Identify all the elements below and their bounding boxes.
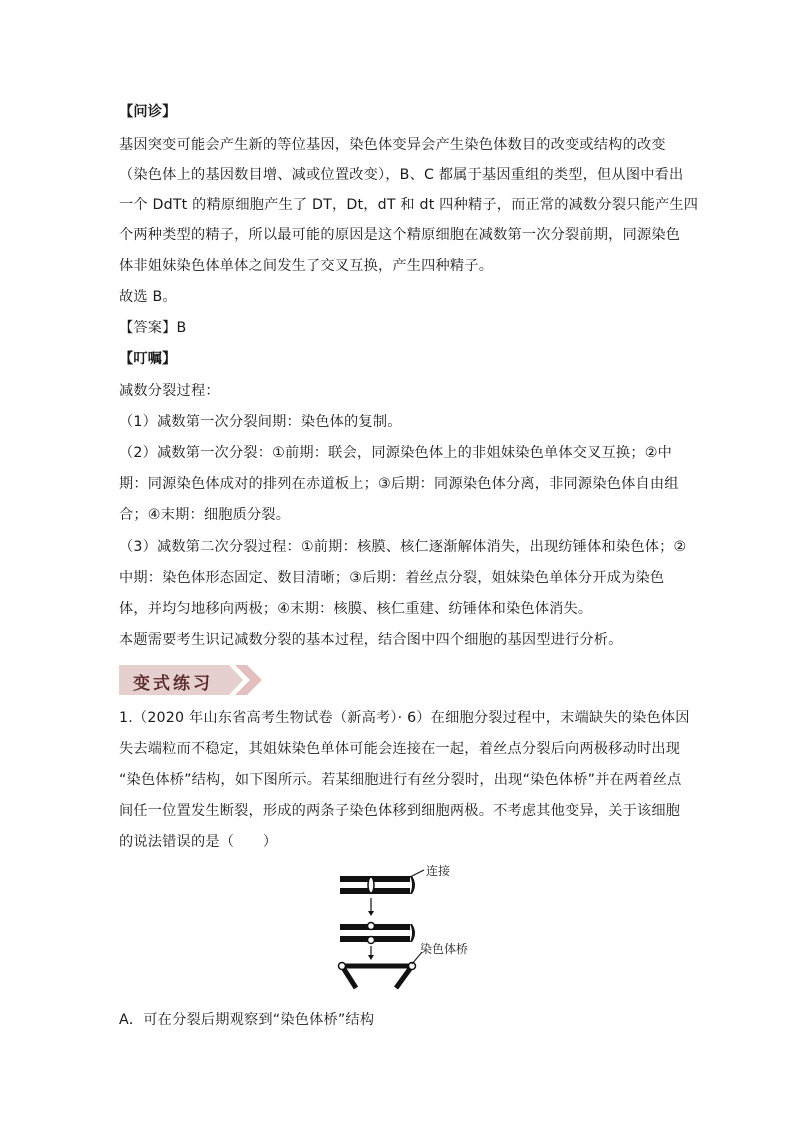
option-a: A．可在分裂后期观察到“染色体桥”结构 — [119, 1012, 375, 1028]
section-heading-reminder: 【叮嘱】 — [119, 351, 177, 367]
paragraph-line: （3）减数第二次分裂过程：①前期：核膜、核仁逐渐解体消失，出现纺锤体和染色体；② — [119, 539, 687, 555]
question-line: 的说法错误的是（ ） — [119, 834, 278, 850]
question-line: 失去端粒而不稳定，其姐妹染色单体可能会连接在一起，着丝点分裂后向两极移动时出现 — [119, 741, 681, 757]
paragraph-line: 故选 B。 — [119, 289, 177, 305]
chromosome-diagram-icon — [326, 860, 486, 992]
banner-title: 变式练习 — [133, 674, 213, 694]
question-line: 间任一位置发生断裂，形成的两条子染色体移到细胞两极。不考虑其他变异，关于该细胞 — [119, 803, 681, 819]
paragraph-line: （2）减数第一次分裂：①前期：联会，同源染色体上的非姐妹染色单体交叉互换；②中 — [119, 445, 673, 461]
paragraph-line: 一个 DdTt 的精原细胞产生了 DT，Dt，dT 和 dt 四种精子，而正常的减数分裂只能产生四 — [119, 197, 699, 213]
question-line: “染色体桥”结构，如下图所示。若某细胞进行有丝分裂时，出现“染色体桥”并在两着丝点 — [119, 772, 682, 788]
paragraph-line: 减数分裂过程： — [119, 383, 220, 399]
paragraph-line: 中期：染色体形态固定、数目清晰；③后期：着丝点分裂，姐妹染色单体分开成为染色 — [119, 570, 665, 586]
chromosome-bridge-figure — [326, 860, 486, 992]
paragraph-line: 期：同源染色体成对的排列在赤道板上；③后期：同源染色体分离，非同源染色体自由组 — [119, 476, 679, 492]
figure-label-connect: 连接 — [426, 864, 451, 878]
question-line: 1.（2020 年山东省高考生物试卷（新高考）· 6）在细胞分裂过程中，末端缺失的染色体因 — [119, 710, 690, 726]
paragraph-line: 个两种类型的精子，所以最可能的原因是这个精原细胞在减数第一次分裂前期，同源染色 — [119, 227, 681, 243]
paragraph-line: （1）减数第一次分裂间期：染色体的复制。 — [119, 414, 402, 430]
paragraph-line: 本题需要考生识记减数分裂的基本过程，结合图中四个细胞的基因型进行分析。 — [119, 632, 623, 648]
paragraph-line: （染色体上的基因数目增、减或位置改变），B、C 都属于基因重组的类型，但从图中看出 — [119, 167, 684, 183]
section-heading-diagnosis: 【问诊】 — [119, 104, 177, 120]
figure-label-bridge: 染色体桥 — [420, 942, 469, 956]
section-banner — [119, 662, 269, 698]
paragraph-line: 体，并均匀地移向两极；④末期：核膜、核仁重建、纺锤体和染色体消失。 — [119, 601, 593, 617]
paragraph-line: 基因突变可能会产生新的等位基因，染色体变异会产生染色体数目的改变或结构的改变 — [119, 137, 666, 153]
paragraph-line: 体非姐妹染色体单体之间发生了交叉互换，产生四种精子。 — [119, 258, 494, 274]
answer-line: 【答案】B — [119, 320, 187, 336]
paragraph-line: 合；④末期：细胞质分裂。 — [119, 507, 291, 523]
